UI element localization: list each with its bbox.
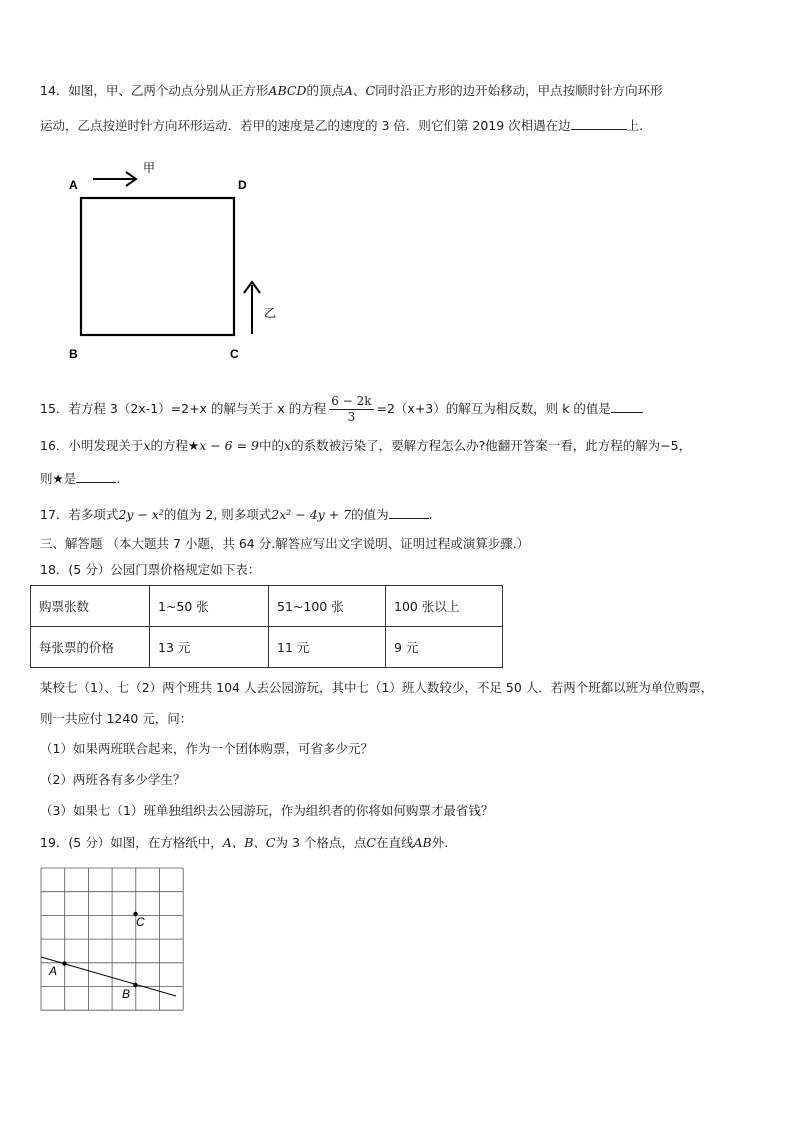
q16-var-x2: x (284, 438, 292, 453)
q19-text-c: 在直线 (375, 835, 414, 850)
table-cell: 13 元 (150, 627, 269, 668)
q14-text-c: 同时沿正方形的边开始移动，甲点按顺时针方向环形 (375, 83, 663, 98)
q18-para1: 某校七（1）、七（2）两个班共 104 人去公园游玩，其中七（1）班人数较少，不足 50 人．若两个班都以班为单位购票， (40, 680, 714, 695)
q14-square-name: ABCD (268, 83, 307, 98)
q19-line-ab: AB (413, 835, 432, 850)
q19-line (40, 834, 448, 852)
q17-line: 17．若多项式2y − x²的值为 2, 则多项式2x² − 4y + 7的值为 . (40, 507, 433, 522)
answer-blank (76, 469, 116, 483)
q16-text-2: 则★是 (40, 471, 77, 486)
grid-label-c: C (136, 915, 145, 929)
q17-poly2: 2x² − 4y + 7 (271, 507, 352, 522)
q19-text-a: 19．(5 分）如图，在方格纸中， (40, 835, 223, 850)
grid-label-a: A (49, 964, 58, 978)
point-a-dot (62, 961, 66, 965)
q15-line (40, 392, 643, 426)
table-row (31, 627, 503, 668)
answer-blank (611, 399, 643, 413)
q19-points: A、B、C (222, 835, 276, 850)
q15-text-b: =2（x+3）的解互为相反数，则 k 的值是 (376, 401, 611, 416)
q18-sub2: （2）两班各有多少学生？ (40, 772, 186, 787)
q14-text-b: 的顶点 (306, 83, 344, 98)
table-cell: 购票张数 (31, 586, 150, 627)
q16-line2: 则★是 . (40, 471, 121, 486)
q14-text-2b: 上. (626, 118, 644, 133)
table-cell: 9 元 (386, 627, 503, 668)
q18-para2: 则一共应付 1240 元，问： (40, 711, 193, 726)
label-c: C (230, 347, 239, 361)
q14-line2 (40, 116, 643, 135)
q17-text-b: 的值为 2, 则多项式 (163, 507, 272, 522)
fraction-numerator: 6 − 2k (331, 394, 372, 408)
table-cell: 每张票的价格 (31, 627, 150, 668)
fraction-denominator: 3 (347, 410, 356, 424)
q14-square-figure (60, 155, 290, 370)
answer-blank (389, 505, 429, 519)
grid-lines (41, 868, 183, 1010)
q16-text-a: 16．小明发现关于 (40, 438, 144, 453)
q19-text-b: 为 3 个格点，点 (275, 835, 367, 850)
q14-sep: 、 (353, 83, 366, 98)
q14-point-a: A (343, 83, 353, 98)
label-a: A (69, 178, 78, 192)
grid-label-b: B (122, 987, 131, 1001)
q15-text-a: 15．若方程 3（2x-1）=2+x 的解与关于 x 的方程 (40, 401, 327, 416)
q18-title: 18．(5 分）公园门票价格规定如下表： (40, 562, 261, 577)
q17-text-a: 17．若多项式 (40, 507, 119, 522)
q17-poly1: 2y − x² (118, 507, 164, 522)
q19-point-c: C (366, 835, 376, 850)
label-b: B (69, 347, 78, 361)
q14-line1 (40, 82, 663, 100)
label-yi: 乙 (264, 306, 277, 320)
ticket-price-table (30, 585, 503, 668)
q16-text-c: 中的 (258, 438, 284, 453)
q16-text-b: 的方程★ (150, 438, 200, 453)
q19-grid-figure (36, 864, 188, 1014)
q14-text-2a: 运动，乙点按逆时针方向环形运动．若甲的速度是乙的速度的 3 倍．则它们第 2019 次相遇在边 (40, 118, 571, 133)
label-d: D (238, 178, 247, 192)
q14-point-c: C (365, 83, 376, 98)
q15-fraction (329, 394, 373, 425)
answer-blank (571, 116, 627, 130)
table-row (31, 586, 503, 627)
section-heading: 三、解答题 （本大题共 7 小题，共 64 分.解答应写出文字说明、证明过程或演算步骤.） (40, 536, 530, 551)
q16-equation: x − 6 = 9 (199, 438, 259, 453)
q18-sub3: （3）如果七（1）班单独组织去公园游玩，作为组织者的你将如何购票才最省钱？ (40, 803, 494, 818)
q16-var-x: x (143, 438, 151, 453)
q16-text-d: 的系数被污染了，要解方程怎么办?他翻开答案一看，此方程的解为−5， (291, 438, 692, 453)
table-cell: 51~100 张 (269, 586, 386, 627)
label-jia: 甲 (143, 161, 156, 175)
table-cell: 11 元 (269, 627, 386, 668)
q16-line1 (40, 437, 691, 455)
q19-text-d: 外. (431, 835, 449, 850)
table-cell: 1~50 张 (150, 586, 269, 627)
q14-text-a: 14．如图，甲、乙两个动点分别从正方形 (40, 83, 269, 98)
q18-sub1: （1）如果两班联合起来，作为一个团体购票，可省多少元？ (40, 741, 373, 756)
point-b-dot (133, 983, 137, 987)
square-abcd (81, 198, 234, 335)
table-cell: 100 张以上 (386, 586, 503, 627)
q17-text-c: 的值为 (351, 507, 389, 522)
